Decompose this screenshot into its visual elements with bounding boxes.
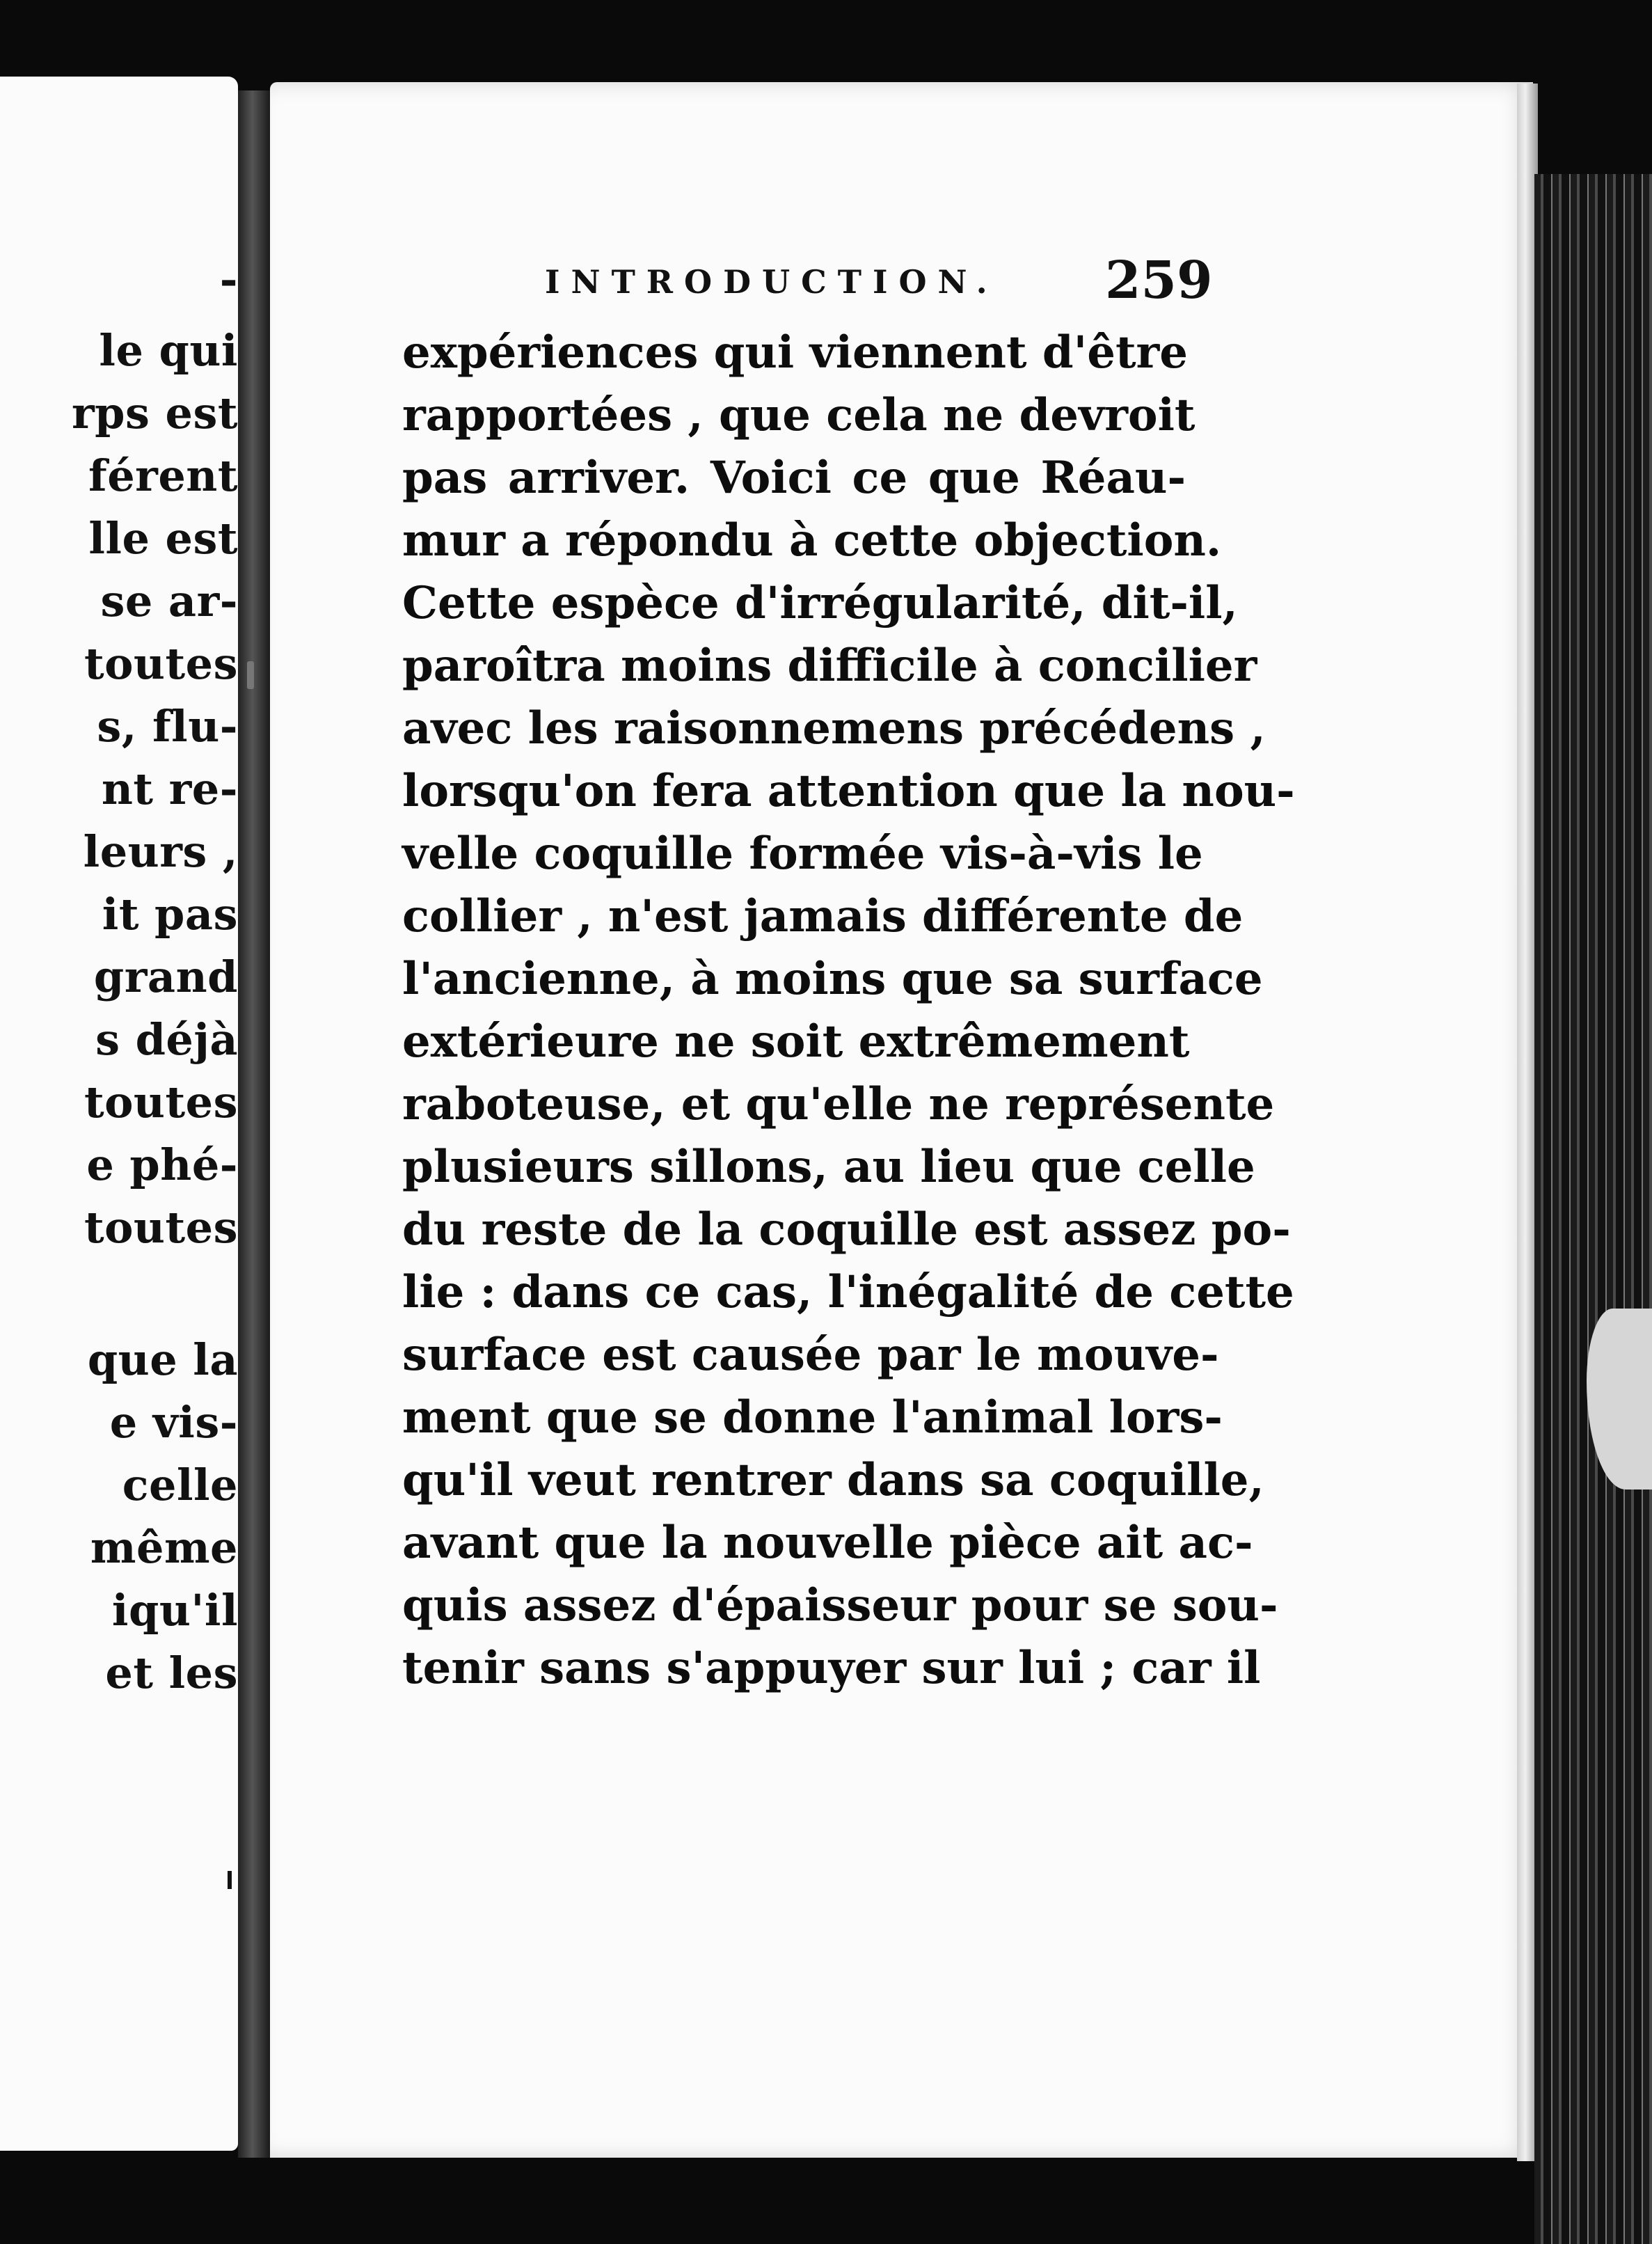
left-line: it pas [102, 889, 238, 940]
text-line: paroîtra moins difficile à concilier [402, 640, 1257, 692]
text-line: extérieure ne soit extrêmement [402, 1016, 1190, 1068]
text-line: ment que se donne l'animal lors- [402, 1391, 1223, 1444]
text-line: lie : dans ce cas, l'inégalité de cette [402, 1266, 1294, 1318]
page-number: 259 [1105, 251, 1213, 310]
text-line: surface est causée par le mouve- [402, 1329, 1219, 1381]
left-line: s, flu- [97, 701, 238, 752]
left-line: le qui [99, 325, 238, 376]
left-line: e phé- [86, 1139, 238, 1190]
text-line: velle coquille formée vis-à-vis le [402, 828, 1203, 880]
left-page [0, 77, 238, 2151]
text-line: qu'il veut rentrer dans sa coquille, [402, 1454, 1264, 1506]
left-line: et les [105, 1648, 238, 1698]
left-line: leurs , [83, 826, 238, 877]
text-line: tenir sans s'appuyer sur lui ; car il [402, 1642, 1261, 1694]
left-line: - [219, 254, 238, 305]
text-line: Cette espèce d'irrégularité, dit-il, [402, 577, 1238, 629]
left-line: s déjà [95, 1014, 238, 1065]
text-line: du reste de la coquille est assez po- [402, 1203, 1291, 1256]
gutter-mark [247, 661, 254, 689]
text-line: quis assez d'épaisseur pour se sou- [402, 1579, 1278, 1631]
left-line: lle est [88, 513, 238, 564]
left-line: celle [122, 1460, 238, 1510]
book-fore-edge [1534, 174, 1652, 2244]
margin-mark [228, 1871, 232, 1889]
text-line: mur a répondu à cette objection. [402, 514, 1222, 567]
text-line: rapportées , que cela ne devroit [402, 389, 1196, 441]
left-line: même [90, 1522, 238, 1573]
text-line: pas arriver. Voici ce que Réau- [402, 452, 1186, 504]
left-line: toutes [84, 638, 238, 689]
text-line: lorsqu'on fera attention que la nou- [402, 765, 1295, 817]
running-head: INTRODUCTION. [545, 263, 999, 301]
left-line: férent [88, 450, 238, 501]
book-gutter [238, 90, 270, 2158]
text-line: avec les raisonnemens précédens , [402, 702, 1266, 754]
left-line: rps est [72, 388, 238, 438]
left-line: toutes [84, 1202, 238, 1253]
left-line: que la [87, 1334, 238, 1385]
left-line: se ar- [100, 576, 238, 626]
left-line: nt re- [101, 764, 238, 814]
text-line: avant que la nouvelle pièce ait ac- [402, 1517, 1253, 1569]
text-line: plusieurs sillons, au lieu que celle [402, 1141, 1255, 1193]
left-line: toutes [84, 1077, 238, 1128]
left-line: iqu'il [111, 1585, 238, 1636]
text-line: l'ancienne, à moins que sa surface [402, 953, 1263, 1005]
text-line: raboteuse, et qu'elle ne représente [402, 1078, 1275, 1130]
left-line: e vis- [109, 1397, 238, 1448]
text-line: expériences qui viennent d'être [402, 326, 1188, 379]
left-line: grand [93, 951, 238, 1002]
text-line: collier , n'est jamais différente de [402, 890, 1244, 942]
